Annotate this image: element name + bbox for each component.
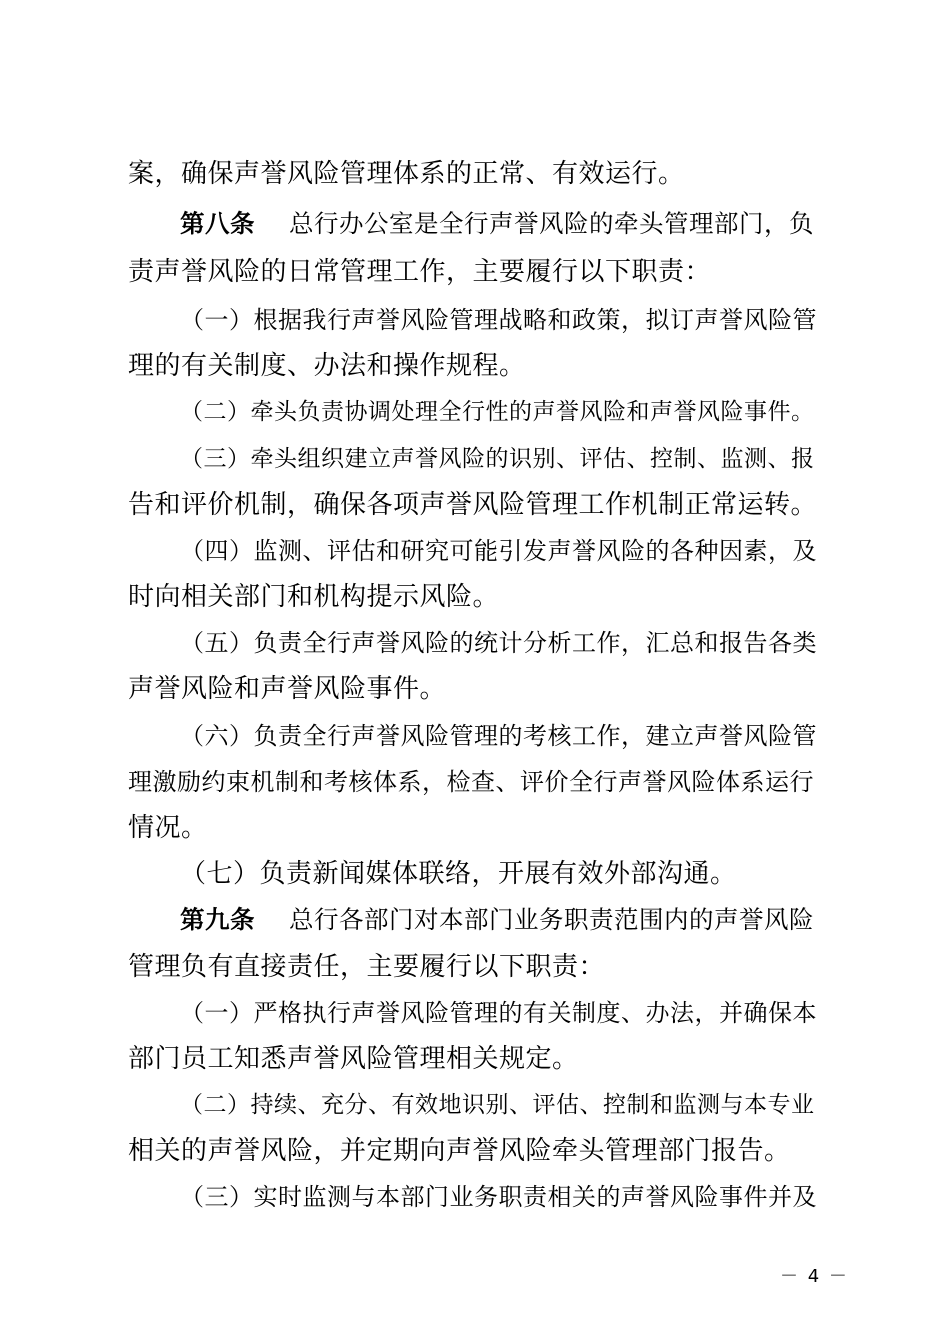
list-item-line: （一）根据我行声誉风险管理战略和政策，拟订声誉风险管	[180, 306, 817, 334]
paragraph-line: 告和评价机制，确保各项声誉风险管理工作机制正常运转。	[128, 490, 818, 520]
paragraph-line: 部门员工知悉声誉风险管理相关规定。	[128, 1044, 579, 1074]
paragraph-text: 总行办公室是全行声誉风险的牵头管理部门，负	[289, 209, 814, 238]
paragraph-text: 总行各部门对本部门业务职责范围内的声誉风险	[289, 905, 814, 934]
article-8-heading-line	[180, 205, 824, 243]
list-item-line: （四）监测、评估和研究可能引发声誉风险的各种因素，及	[180, 537, 817, 565]
list-item-line: （二）持续、充分、有效地识别、评估、控制和监测与本专业	[180, 1092, 815, 1118]
paragraph-line: 情况。	[128, 813, 208, 843]
list-item-line: （三）实时监测与本部门业务职责相关的声誉风险事件并及	[180, 1183, 817, 1211]
article-number: 第八条	[180, 209, 255, 238]
list-item-line: （三）牵头组织建立声誉风险的识别、评估、控制、监测、报	[180, 446, 815, 472]
list-item-line: （一）严格执行声誉风险管理的有关制度、办法，并确保本	[180, 999, 817, 1027]
list-item-line: （七）负责新闻媒体联络，开展有效外部沟通。	[180, 859, 737, 889]
paragraph-line: 理的有关制度、办法和操作规程。	[128, 351, 526, 381]
list-item-line: （五）负责全行声誉风险的统计分析工作，汇总和报告各类	[180, 629, 817, 657]
article-9-heading-line	[180, 901, 824, 939]
paragraph-line: 管理负有直接责任，主要履行以下职责：	[128, 952, 606, 982]
list-item-line: （六）负责全行声誉风险管理的考核工作，建立声誉风险管	[180, 722, 817, 750]
paragraph-line: 时向相关部门和机构提示风险。	[128, 582, 500, 612]
paragraph-line: 责声誉风险的日常管理工作，主要履行以下职责：	[128, 257, 712, 287]
list-item-line: （二）牵头负责协调处理全行性的声誉风险和声誉风险事件。	[180, 399, 815, 425]
article-number: 第九条	[180, 905, 255, 934]
paragraph-line: 理激励约束机制和考核体系，检查、评价全行声誉风险体系运行	[128, 768, 814, 796]
paragraph-line: 案，确保声誉风险管理体系的正常、有效运行。	[128, 159, 685, 189]
page-number: － 4 －	[780, 1266, 849, 1287]
paragraph-line: 声誉风险和声誉风险事件。	[128, 674, 447, 704]
paragraph-line: 相关的声誉风险，并定期向声誉风险牵头管理部门报告。	[128, 1136, 791, 1166]
